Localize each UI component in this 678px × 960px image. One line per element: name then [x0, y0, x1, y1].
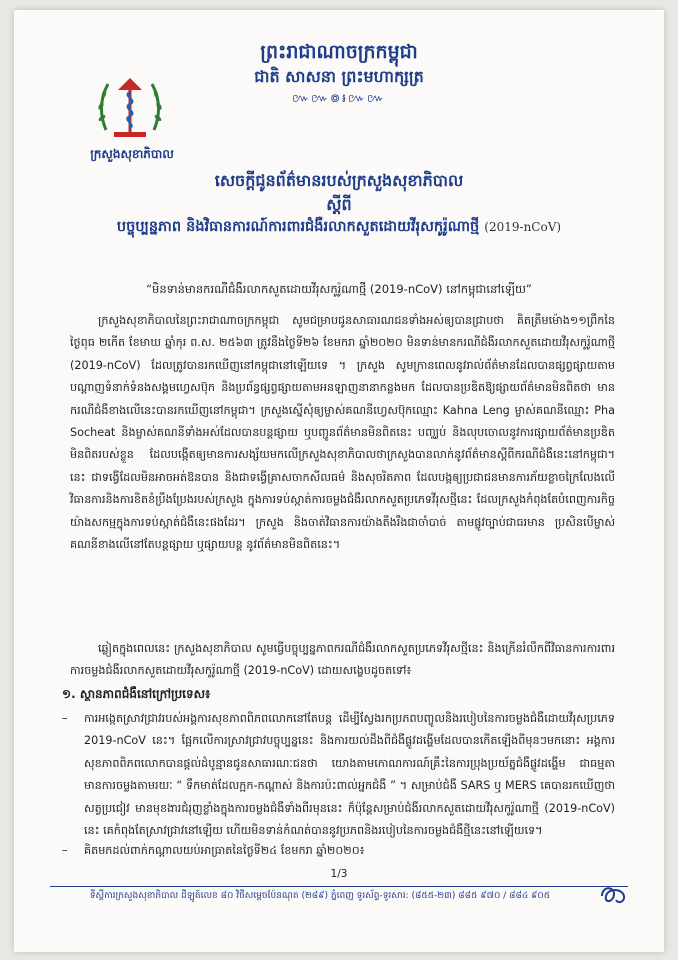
document-subject: [14, 218, 664, 239]
list-item: [62, 708, 615, 842]
list-item-text: គិតមកដល់ពាក់កណ្តាលយប់អាធ្រាតនៃថ្ងៃទី២៤ ខែមករា ឆ្នាំ២០២០៖: [84, 844, 365, 857]
bullet-dash: –: [62, 712, 68, 725]
document-title: សេចក្តីជូនព័ត៌មានរបស់ក្រសួងសុខាភិបាល: [214, 171, 464, 190]
footer-address: ទីស្តីការក្រសួងសុខាភិបាល ដីឡូត៍លេខ ៨០ វិថីសម្តេចប៉ែនណុត (២៨៩) ភ្នំពេញ ទូរស័ព្ទ-ទូរសារ: (៨៥៥-២៣) ៨៨៥ ៩៧០ / ៨៨៤ ៩០៥: [89, 891, 551, 901]
signature-initial-icon: [598, 882, 628, 908]
ornament-divider: ៚៚៙៛៚៚: [292, 91, 386, 105]
document-title-about: ស្តីពី: [326, 195, 352, 214]
bullet-dash: –: [62, 844, 68, 857]
paragraph-1: ក្រសួងសុខាភិបាលនៃព្រះរាជាណាចក្រកម្ពុជា សូមជម្រាបជូនសាធារណជនទាំងអស់ឲ្យបានជ្រាបថា គិតត្រឹមម៉ោង១១ព្រឹកនៃថ្ងៃពុធ ២កើត ខែមាឃ ឆ្នាំកុរ ព.ស. ២៥៦៣ ត្រូវនឹងថ្ងៃទី២៦ ខែមករា ឆ្នាំ២០២០ មិនទាន់មានករណីជំងឺរលាកសួតដោយវីរុសកូរ៉ូណាថ្មី (2019-nCoV) ដែលត្រូវបានរកឃើញនៅកម្ពុជានៅឡើយទេ ។ ក្រសួង សូមក្រានពេលនូវរាល់ព័ត៌មានដែលបានផ្សព្វផ្សាយតាមបណ្តាញទំនាក់ទំនងសង្គមហ្វេសប៊ុក និងប្រព័ន្ធផ្សព្វផ្សាយតាមអនឡាញនានាកន្លងមក ដែលបានប្រឌិតឱ្យផ្សាយព័ត៌មានមិនពិតថា មានករណីជំងឺខាងលើនេះបានរកឃើញនៅកម្ពុជា។ ក្រសួងស្នើសុំឲ្យម្ចាស់គណនីហ្វេសប៊ុកឈ្មោះ Kahna Leng ម្ចាស់គណនីឈ្មោះ Pha Socheat និងម្ចាស់គណនីទាំងអស់ដែលបានបន្តផ្សាយ ឬបញ្ជូនព័ត៌មានមិនពិតនេះ បញ្ឈប់ និងលុបចោលនូវការផ្សាយព័ត៌មានប្រឌិតមិនពិតរបស់ខ្លួន ដែលបង្កើតឲ្យមានការសង្ស័យមកលើក្រសួងសុខាភិបាលថាក្រសួងបានលាក់នូវព័ត៌មានស្តីពីករណីជំងឺនេះនៅកម្ពុជា។ នេះ ជាទង្វើដែលមិនអាចអត់ឱនបាន និងជាទង្វើគ្រាសចាកសីលធម៌ និងសុចរិតភាព ដែលបង្កឲ្យប្រជាជនមានការភ័យខ្លាចក្រៃលែងលើវិធានការនិងការខិតខំប្រឹងប្រែងរបស់ក្រសួង ក្នុងការទប់ស្កាត់ការចម្លងជំងឺរលាកសួតប្រភេទវីរុសថ្មីនេះ ដែលក្រសួងកំពុងតែបំពេញការកិច្ចយ៉ាងសកម្មក្នុងការទប់ស្កាត់ជំងឺនេះផងដែរ។ ក្រសួង និងចាត់វិធានការយ៉ាងតឹងរឹងជាចាំបាច់ តាមផ្លូវច្បាប់ជាធរមាន ប្រសិនបើម្ចាស់គណនីខាងលើនៅតែបន្តផ្សាយ ឬផ្សាយបន្ត នូវព័ត៌មានមិនពិតនេះ។: [70, 314, 615, 552]
list-item: [62, 840, 615, 862]
paragraph-2: ឆ្លៀតក្នុងពេលនេះ ក្រសួងសុខាភិបាល សូមធ្វើបច្ចុប្បន្នភាពករណីជំងឺរលាកសួតប្រភេទវីរុសថ្មីនេះ និងក្រើនរំលឹកពីវិធានការការពារការចម្លងជំងឺរលាកសួតដោយវីរុសកូរ៉ូណាថ្មី (2019-nCoV) ដោយសង្ខេបដូចតទៅ៖: [70, 642, 615, 678]
document-subject-text: បច្ចុប្បន្នភាព និងវិធានការណ៍ការពារជំងឺរលាកសួតដោយវីរុសកូរ៉ូណាថ្មី: [116, 218, 480, 235]
kingdom-heading: ព្រះរាជាណាចក្រកម្ពុជា: [260, 41, 418, 63]
headline-quote: “មិនទាន់មានករណីជំងឺរលាកសួតដោយវីរុសកូរ៉ូណាថ្មី (2019-nCoV) នៅកម្ពុជានៅឡើយ”: [146, 282, 532, 296]
ministry-name: ក្រសួងសុខាភិបាល: [90, 147, 174, 161]
virus-code: (2019-nCoV): [484, 220, 562, 234]
section-1-heading: ១. ស្ថានភាពជំងឺនៅក្រៅប្រទេស៖: [62, 687, 211, 701]
footer-divider: [50, 886, 628, 887]
page-number: 1/3: [330, 868, 348, 880]
ministry-emblem-icon: [92, 70, 168, 142]
document-page: [14, 10, 664, 952]
national-motto: ជាតិ សាសនា ព្រះមហាក្សត្រ: [254, 67, 424, 86]
list-item-text: ការអង្កេតស្រាវជ្រាវរបស់អង្គការសុខភាពពិភពលោកនៅតែបន្ត ដើម្បីស្វែងរកប្រភពបញ្ចូលនិងរបៀបនៃការចម្លងជំងឺដោយវីរុសប្រភេទ 2019-nCoV នេះ។ ផ្អែកលើការស្រាវជ្រាវបច្ចុប្បន្ននេះ និងការយល់ដឹងពីជំងឺផ្លូវដង្ហើមដែលបានកើតឡើងពីមុនៗមកនោះ អង្គការសុខភាពពិភពលោកបានផ្តល់ដំបូន្មានជូនសាធារណៈជនថា យោងតាមកោណការណ៍គ្រឹះនៃការប្រុងប្រយ័ត្នជំងឺផ្លូវដង្ហើម ជាធម្មតា មានការចម្លងតាមរយៈ “ ទឹកមាត់ដែលក្អក-កណ្តាស់ និងការប៉ះពាល់អ្នកជំងឺ ” ។ សម្រាប់ជំងឺ SARS ឬ MERS គេបានរកឃើញថា សត្វប្រជៀវ មានមុខងារជំរុញខ្លាំងក្នុងការចម្លងជំងឺទាំងពីរមុននេះ ក៏ប៉ុន្តែសម្រាប់ជំងឺរលាកសួតដោយវីរុសកូរ៉ូណាថ្មី (2019-nCoV) នេះ គេកំពុងតែស្រាវជ្រាវនៅឡើយ ហើយមិនទាន់កំណត់បាននូវប្រភពនិងរបៀបនៃការចម្លងជំងឺថ្មីនេះនៅឡើយទេ។: [84, 712, 615, 838]
